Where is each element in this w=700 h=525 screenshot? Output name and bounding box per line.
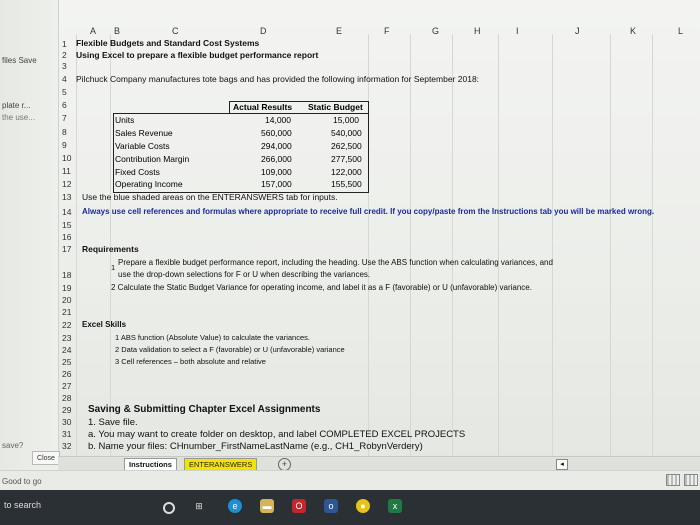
skill-2: 2 Data validation to select a F (favorable) or U (unfavorable) variance: [115, 345, 345, 354]
col-header[interactable]: J: [575, 26, 580, 36]
col-header[interactable]: H: [474, 26, 481, 36]
row-number[interactable]: 30: [62, 417, 72, 427]
row-number[interactable]: 29: [62, 405, 72, 415]
row-number[interactable]: 8: [62, 127, 67, 137]
header-static: Static Budget: [308, 102, 363, 112]
row-number[interactable]: 6: [62, 100, 67, 110]
plate-text: plate r...: [2, 101, 31, 110]
row-number[interactable]: 22: [62, 320, 72, 330]
close-button[interactable]: Close: [32, 451, 60, 465]
row-number[interactable]: 9: [62, 140, 67, 150]
row-number[interactable]: 27: [62, 381, 72, 391]
row-number[interactable]: 11: [62, 166, 71, 176]
col-header[interactable]: E: [336, 26, 343, 36]
col-header[interactable]: D: [260, 26, 267, 36]
row-label: Sales Revenue: [115, 128, 173, 138]
col-header[interactable]: F: [384, 26, 390, 36]
cortana-icon[interactable]: [163, 502, 175, 514]
col-header[interactable]: L: [678, 26, 684, 36]
req1-line2: use the drop-down selections for F or U when describing the variances.: [118, 270, 371, 279]
save-text: save?: [2, 441, 24, 450]
row-number[interactable]: 21: [62, 307, 72, 317]
col-header[interactable]: C: [172, 26, 179, 36]
col-header[interactable]: G: [432, 26, 440, 36]
row-number[interactable]: 28: [62, 393, 72, 403]
row-number[interactable]: 12: [62, 179, 72, 189]
table-row[interactable]: [113, 141, 367, 154]
windows-taskbar: [0, 490, 700, 525]
add-sheet-icon[interactable]: +: [278, 458, 291, 471]
row-number[interactable]: 1: [62, 39, 67, 49]
gridline: [410, 34, 411, 462]
file-explorer-icon[interactable]: ▬: [260, 499, 274, 513]
sheet-tabs-bar: [58, 456, 700, 471]
static-value: 540,000: [331, 128, 362, 138]
normal-view-icon[interactable]: [666, 474, 680, 486]
header-actual: Actual Results: [233, 102, 293, 112]
row-number[interactable]: 25: [62, 357, 72, 367]
scroll-left-icon[interactable]: ◂: [556, 459, 568, 470]
gridline: [76, 34, 77, 462]
row-number[interactable]: 2: [62, 50, 67, 60]
static-value: 155,500: [331, 179, 362, 189]
req2-text: 2 Calculate the Static Budget Variance for operating income, and label it as a F (favorable) or U (unfavorable) variance.: [111, 283, 532, 292]
saving-heading: Saving & Submitting Chapter Excel Assignments: [88, 404, 321, 415]
taskbar-search[interactable]: to search: [4, 500, 42, 510]
row-label: Operating Income: [115, 179, 183, 189]
instruction-blue-areas: Use the blue shaded areas on the ENTERANSWERS tab for inputs.: [82, 192, 338, 202]
row-number[interactable]: 15: [62, 220, 72, 230]
row-number[interactable]: 10: [62, 153, 72, 163]
row-number[interactable]: 26: [62, 369, 72, 379]
static-value: 122,000: [331, 167, 362, 177]
static-value: 262,500: [331, 141, 362, 151]
actual-value: 157,000: [261, 179, 292, 189]
col-header[interactable]: K: [630, 26, 637, 36]
static-value: 15,000: [333, 115, 359, 125]
row-number[interactable]: 18: [62, 270, 72, 280]
table-row[interactable]: [113, 115, 367, 128]
outlook-icon[interactable]: o: [324, 499, 338, 513]
row-number[interactable]: 19: [62, 283, 72, 293]
actual-value: 294,000: [261, 141, 292, 151]
static-value: 277,500: [331, 154, 362, 164]
gridline: [652, 34, 653, 462]
gridline: [610, 34, 611, 462]
save-step-1: 1. Save file.: [88, 417, 138, 428]
col-header[interactable]: A: [90, 26, 97, 36]
row-number[interactable]: 14: [62, 207, 72, 217]
budget-table: [113, 101, 367, 191]
excel-icon[interactable]: x: [388, 499, 402, 513]
actual-value: 14,000: [265, 115, 291, 125]
gridline: [368, 34, 369, 462]
skill-3: 3 Cell references – both absolute and relative: [115, 357, 266, 366]
row-number[interactable]: 23: [62, 333, 72, 343]
instruction-warning: Always use cell references and formulas where appropriate to receive full credit. If you copy/paste from the Instructions tab you will be marked wrong.: [82, 207, 655, 216]
col-header[interactable]: I: [516, 26, 519, 36]
gridline: [452, 34, 453, 462]
save-step-b: b. Name your files: CHnumber_FirstNameLastName (e.g., CH1_RobynVerdery): [88, 441, 423, 452]
row-number[interactable]: 31: [62, 429, 72, 439]
row-number[interactable]: 4: [62, 74, 67, 84]
col-header[interactable]: B: [114, 26, 121, 36]
files-save-text: files Save: [2, 56, 37, 65]
sheet-subtitle: Using Excel to prepare a flexible budget performance report: [76, 50, 319, 60]
req1-number: 1: [111, 263, 116, 272]
tab-enteranswers[interactable]: ENTERANSWERS: [184, 458, 257, 471]
row-number[interactable]: 3: [62, 61, 67, 71]
req1-line1: Prepare a flexible budget performance report, including the heading. Use the ABS function when calculating variances, and: [118, 258, 553, 267]
page-layout-view-icon[interactable]: [684, 474, 698, 486]
row-label: Variable Costs: [115, 141, 170, 151]
row-number[interactable]: 20: [62, 295, 72, 305]
chrome-icon[interactable]: ●: [356, 499, 370, 513]
sheet-title: Flexible Budgets and Standard Cost Systems: [76, 38, 260, 48]
requirements-heading: Requirements: [82, 244, 139, 254]
task-view-icon[interactable]: ⊞: [195, 500, 203, 511]
actual-value: 560,000: [261, 128, 292, 138]
actual-value: 109,000: [261, 167, 292, 177]
row-number[interactable]: 13: [62, 192, 72, 202]
row-label: Units: [115, 115, 135, 125]
skill-1: 1 ABS function (Absolute Value) to calculate the variances.: [115, 333, 310, 342]
row-number[interactable]: 24: [62, 345, 72, 355]
status-text: Good to go: [2, 477, 42, 486]
column-headers: [58, 26, 700, 36]
gridline: [498, 34, 499, 462]
the-use-text: the use...: [2, 113, 35, 122]
table-row[interactable]: [113, 128, 367, 141]
row-number[interactable]: 32: [62, 441, 72, 451]
row-number[interactable]: 5: [62, 87, 67, 97]
excel-skills-heading: Excel Skills: [82, 320, 127, 329]
left-side-panel: [0, 0, 59, 490]
status-bar: [0, 470, 700, 490]
row-number[interactable]: 17: [62, 244, 72, 254]
table-row[interactable]: [113, 179, 367, 192]
gridline: [552, 34, 553, 462]
row-number[interactable]: 7: [62, 113, 67, 123]
intro-text: Pilchuck Company manufactures tote bags and has provided the following information for September 2018:: [76, 74, 480, 84]
actual-value: 266,000: [261, 154, 292, 164]
table-row[interactable]: [113, 154, 367, 167]
row-label: Fixed Costs: [115, 167, 160, 177]
tab-instructions[interactable]: Instructions: [124, 458, 177, 471]
row-label: Contribution Margin: [115, 154, 190, 164]
row-number[interactable]: 16: [62, 232, 72, 242]
save-step-a: a. You may want to create folder on desktop, and label COMPLETED EXCEL PROJECTS: [88, 429, 466, 440]
edge-icon[interactable]: e: [228, 499, 242, 513]
office-icon[interactable]: O: [292, 499, 306, 513]
